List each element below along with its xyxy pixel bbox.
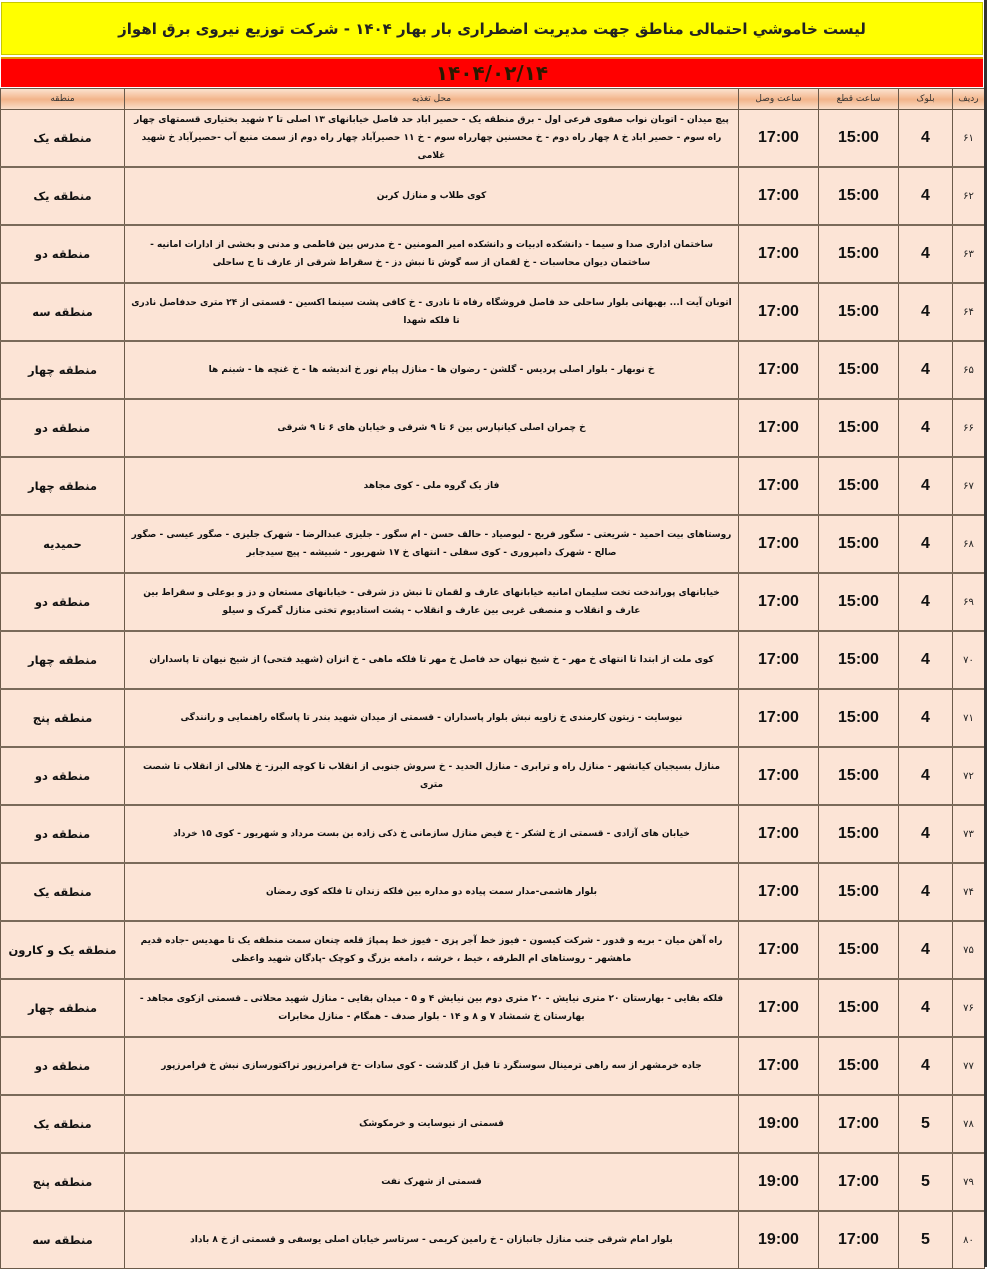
block-cell: 4 — [899, 341, 953, 399]
cut-time-cell: 15:00 — [819, 341, 899, 399]
block-cell: 5 — [899, 1153, 953, 1211]
block-cell: 4 — [899, 573, 953, 631]
table-row — [1, 921, 985, 979]
block-cell: 5 — [899, 1095, 953, 1153]
feed-location-cell: اتوبان آیت ا... بهبهانی بلوار ساحلی حد فاصل فروشگاه رفاه تا نادری - خ کافی پشت سینما اکسین - قسمتی از ۲۴ متری حدفاصل نادری تا فلکه شهدا — [125, 283, 739, 341]
block-cell: 4 — [899, 225, 953, 283]
table-row — [1, 631, 985, 689]
table-row — [1, 283, 985, 341]
table-row — [1, 1211, 985, 1269]
region-cell: منطقه یک — [1, 167, 125, 225]
region-cell: منطقه دو — [1, 225, 125, 283]
reconnect-time-cell: 17:00 — [739, 921, 819, 979]
document-title: لیست خاموشي احتمالی مناطق جهت مدیریت اضطراری بار بهار ۱۴۰۴ - شرکت توزیع نیروی برق اهواز — [1, 2, 983, 55]
feed-location-cell: بلوار امام شرقی جنب منازل جانبازان - خ رامین کریمی - سرتاسر خیابان اصلی یوسفی و قسمتی از خ ۸ باداد — [125, 1211, 739, 1269]
reconnect-time-cell: 17:00 — [739, 515, 819, 573]
reconnect-time-cell: 17:00 — [739, 573, 819, 631]
feed-location-cell: خیابان های آزادی - قسمتی از خ لشکر - خ فیض منازل سازمانی خ ذکی زاده بن بست مرداد و شهریور - کوی ۱۵ خرداد — [125, 805, 739, 863]
region-cell: منطقه چهار — [1, 979, 125, 1037]
cut-time-cell: 15:00 — [819, 921, 899, 979]
region-cell: منطقه چهار — [1, 341, 125, 399]
table-row — [1, 863, 985, 921]
feed-location-cell: بلوار هاشمی-مدار سمت پیاده دو مداره بین فلکه زندان تا فلکه کوی رمضان — [125, 863, 739, 921]
reconnect-time-cell: 17:00 — [739, 631, 819, 689]
reconnect-time-cell: 17:00 — [739, 747, 819, 805]
table-header-row — [1, 89, 985, 110]
row-number-cell: ۷۴ — [953, 863, 985, 921]
cut-time-cell: 17:00 — [819, 1211, 899, 1269]
row-number-cell: ۷۷ — [953, 1037, 985, 1095]
reconnect-time-cell: 17:00 — [739, 283, 819, 341]
feed-location-cell: کوی ملت از ابتدا تا انتهای خ مهر - خ شیخ نیهان حد فاصل خ مهر تا فلکه ماهی - خ انزان (شهید فتحی) از شیخ نیهان تا پاسداران — [125, 631, 739, 689]
block-cell: 4 — [899, 110, 953, 168]
region-cell: منطقه پنج — [1, 1153, 125, 1211]
table-row — [1, 747, 985, 805]
row-number-cell: ۶۴ — [953, 283, 985, 341]
feed-location-cell: نیوسایت - زیتون کارمندی خ زاویه نبش بلوار پاسداران - قسمتی از میدان شهید بندر تا پاسگاه راهنمایی و رانندگی — [125, 689, 739, 747]
block-cell: 4 — [899, 863, 953, 921]
row-number-cell: ۷۵ — [953, 921, 985, 979]
header-row-no: ردیف — [953, 89, 985, 110]
row-number-cell: ۷۳ — [953, 805, 985, 863]
block-cell: 4 — [899, 399, 953, 457]
region-cell: منطقه یک و کارون — [1, 921, 125, 979]
cut-time-cell: 15:00 — [819, 631, 899, 689]
reconnect-time-cell: 19:00 — [739, 1211, 819, 1269]
reconnect-time-cell: 17:00 — [739, 457, 819, 515]
cut-time-cell: 15:00 — [819, 110, 899, 168]
header-cut-time: ساعت قطع — [819, 89, 899, 110]
region-cell: منطقه دو — [1, 573, 125, 631]
cut-time-cell: 17:00 — [819, 1153, 899, 1211]
region-cell: منطقه یک — [1, 1095, 125, 1153]
row-number-cell: ۷۰ — [953, 631, 985, 689]
table-row — [1, 341, 985, 399]
table-row — [1, 805, 985, 863]
block-cell: 4 — [899, 283, 953, 341]
reconnect-time-cell: 19:00 — [739, 1095, 819, 1153]
reconnect-time-cell: 19:00 — [739, 1153, 819, 1211]
feed-location-cell: ساختمان اداری صدا و سیما - دانشکده ادبیات و دانشکده امیر المومنین - خ مدرس بین فاطمی و مدنی و بخشی از ادارات امانیه - ساختمان دیوان محاسبات - خ لقمان از سه گوش تا نبش دز - خ سقراط شرقی از عارف تا ح ساحلی — [125, 225, 739, 283]
cut-time-cell: 15:00 — [819, 863, 899, 921]
table-row — [1, 225, 985, 283]
cut-time-cell: 15:00 — [819, 225, 899, 283]
cut-time-cell: 17:00 — [819, 1095, 899, 1153]
feed-location-cell: منازل بسیجیان کیانشهر - منازل راه و ترابری - منازل الحدید - خ سروش جنوبی از انقلاب تا کوچه البرز- خ هلالی از انقلاب تا شصت متری — [125, 747, 739, 805]
cut-time-cell: 15:00 — [819, 457, 899, 515]
row-number-cell: ۶۱ — [953, 110, 985, 168]
table-row — [1, 1153, 985, 1211]
feed-location-cell: پیچ میدان - اتوبان نواب صفوی فرعی اول - برق منطقه یک - حصیر اباد حد فاصل خیابانهای ۱۳ اصلی تا ۲ شهید بختیاری قسمتهای چهار راه سوم - حصیر اباد خ ۸ چهار راه دوم - خ محسنین چهارراه سوم - خ ۱۱ حصیرآباد چهار راه دوم از سمت منبع آب -حصیرآباد خ شهید غلامی — [125, 110, 739, 168]
schedule-date: ۱۴۰۴/۰۲/۱۴ — [1, 57, 983, 87]
row-number-cell: ۶۲ — [953, 167, 985, 225]
cut-time-cell: 15:00 — [819, 1037, 899, 1095]
outage-table — [0, 88, 985, 1269]
row-number-cell: ۷۱ — [953, 689, 985, 747]
region-cell: منطقه دو — [1, 805, 125, 863]
row-number-cell: ۶۳ — [953, 225, 985, 283]
cut-time-cell: 15:00 — [819, 805, 899, 863]
row-number-cell: ۷۹ — [953, 1153, 985, 1211]
region-cell: منطقه چهار — [1, 631, 125, 689]
table-row — [1, 1095, 985, 1153]
block-cell: 4 — [899, 747, 953, 805]
block-cell: 4 — [899, 167, 953, 225]
row-number-cell: ۸۰ — [953, 1211, 985, 1269]
table-row — [1, 979, 985, 1037]
feed-location-cell: خ چمران اصلی کیانپارس بین ۶ تا ۹ شرقی و خیابان های ۶ تا ۹ شرقی — [125, 399, 739, 457]
table-row — [1, 399, 985, 457]
table-row — [1, 110, 985, 168]
cut-time-cell: 15:00 — [819, 747, 899, 805]
block-cell: 4 — [899, 631, 953, 689]
cut-time-cell: 15:00 — [819, 979, 899, 1037]
region-cell: منطقه دو — [1, 1037, 125, 1095]
block-cell: 4 — [899, 689, 953, 747]
table-row — [1, 689, 985, 747]
region-cell: منطقه دو — [1, 399, 125, 457]
cut-time-cell: 15:00 — [819, 515, 899, 573]
region-cell: منطقه سه — [1, 1211, 125, 1269]
feed-location-cell: فلکه بقایی - بهارستان ۲۰ متری نیایش - ۲۰ متری دوم بین نیایش ۴ و ۵ - میدان بقایی - منازل شهید محلاتی ـ قسمتی ازکوی مجاهد - بهارستان خ شمشاد ۷ و ۸ و ۱۴ - بلوار صدف - همگام - منازل مخابرات — [125, 979, 739, 1037]
reconnect-time-cell: 17:00 — [739, 110, 819, 168]
table-row — [1, 515, 985, 573]
feed-location-cell: راه آهن میان - بریه و قدور - شرکت کیسون - فیوز خط آجر پزی - فیوز خط پمپاژ قلعه چنعان سمت منطقه یک تا مهدیس -جاده قدیم ماهشهر - روستاهای ام الطرفه ، خیط ، خرشه ، دامغه بزرگ و کوچک -پادگان شهید واعظی — [125, 921, 739, 979]
table-row — [1, 457, 985, 515]
table-row — [1, 573, 985, 631]
header-block: بلوک — [899, 89, 953, 110]
region-cell: منطقه چهار — [1, 457, 125, 515]
block-cell: 4 — [899, 805, 953, 863]
feed-location-cell: قسمتی از نیوسایت و خرمکوشک — [125, 1095, 739, 1153]
feed-location-cell: خیابانهای پوراندخت تخت سلیمان امانیه خیابانهای عارف و لقمان تا نبش دز شرقی - خیابانهای مستعان و دز و بوعلی و سقراط بین عارف و انقلاب و منصفی غربی بین عارف و انقلاب - پشت استادیوم تختی منازل گمرک و سیلو — [125, 573, 739, 631]
cut-time-cell: 15:00 — [819, 167, 899, 225]
cut-time-cell: 15:00 — [819, 573, 899, 631]
row-number-cell: ۶۸ — [953, 515, 985, 573]
feed-location-cell: قسمتی از شهرک نفت — [125, 1153, 739, 1211]
row-number-cell: ۶۷ — [953, 457, 985, 515]
row-number-cell: ۶۵ — [953, 341, 985, 399]
row-number-cell: ۶۶ — [953, 399, 985, 457]
reconnect-time-cell: 17:00 — [739, 805, 819, 863]
sheet-right-border — [984, 0, 987, 1267]
reconnect-time-cell: 17:00 — [739, 399, 819, 457]
region-cell: حمیدیه — [1, 515, 125, 573]
header-feed-location: محل تغذیه — [125, 89, 739, 110]
table-row — [1, 167, 985, 225]
block-cell: 4 — [899, 979, 953, 1037]
row-number-cell: ۶۹ — [953, 573, 985, 631]
feed-location-cell: روستاهای بیت احمید - شریعتی - سگور فریح - لبوصیاد - حالف حسن - ام سگور - جلیزی عبدالرضا - شهرک جلیزی - صگور عیسی - صگور صالح - شهرک دامپروری - کوی سفلی - انتهای خ ۱۷ شهریور - شبیشه - پیچ سیدجابر — [125, 515, 739, 573]
region-cell: منطقه یک — [1, 110, 125, 168]
reconnect-time-cell: 17:00 — [739, 689, 819, 747]
table-row — [1, 1037, 985, 1095]
cut-time-cell: 15:00 — [819, 399, 899, 457]
region-cell: منطقه دو — [1, 747, 125, 805]
region-cell: منطقه پنج — [1, 689, 125, 747]
reconnect-time-cell: 17:00 — [739, 341, 819, 399]
reconnect-time-cell: 17:00 — [739, 979, 819, 1037]
reconnect-time-cell: 17:00 — [739, 225, 819, 283]
feed-location-cell: جاده خرمشهر از سه راهی ترمینال سوسنگرد تا قبل از گلدشت - کوی سادات -خ فرامرزپور تراکتورسازی نبش خ فرامرزپور — [125, 1037, 739, 1095]
block-cell: 4 — [899, 921, 953, 979]
reconnect-time-cell: 17:00 — [739, 167, 819, 225]
header-region: منطقه — [1, 89, 125, 110]
reconnect-time-cell: 17:00 — [739, 863, 819, 921]
feed-location-cell: فاز یک گروه ملی - کوی مجاهد — [125, 457, 739, 515]
feed-location-cell: خ نوبهار - بلوار اصلی پردیس - گلشن - رضوان ها - منازل پیام نور خ اندیشه ها - خ غنچه ها - شبنم ها — [125, 341, 739, 399]
block-cell: 4 — [899, 515, 953, 573]
cut-time-cell: 15:00 — [819, 689, 899, 747]
cut-time-cell: 15:00 — [819, 283, 899, 341]
region-cell: منطقه یک — [1, 863, 125, 921]
feed-location-cell: کوی طلاب و منازل کربن — [125, 167, 739, 225]
reconnect-time-cell: 17:00 — [739, 1037, 819, 1095]
row-number-cell: ۷۶ — [953, 979, 985, 1037]
header-reconnect-time: ساعت وصل — [739, 89, 819, 110]
block-cell: 5 — [899, 1211, 953, 1269]
region-cell: منطقه سه — [1, 283, 125, 341]
block-cell: 4 — [899, 1037, 953, 1095]
block-cell: 4 — [899, 457, 953, 515]
row-number-cell: ۷۸ — [953, 1095, 985, 1153]
row-number-cell: ۷۲ — [953, 747, 985, 805]
